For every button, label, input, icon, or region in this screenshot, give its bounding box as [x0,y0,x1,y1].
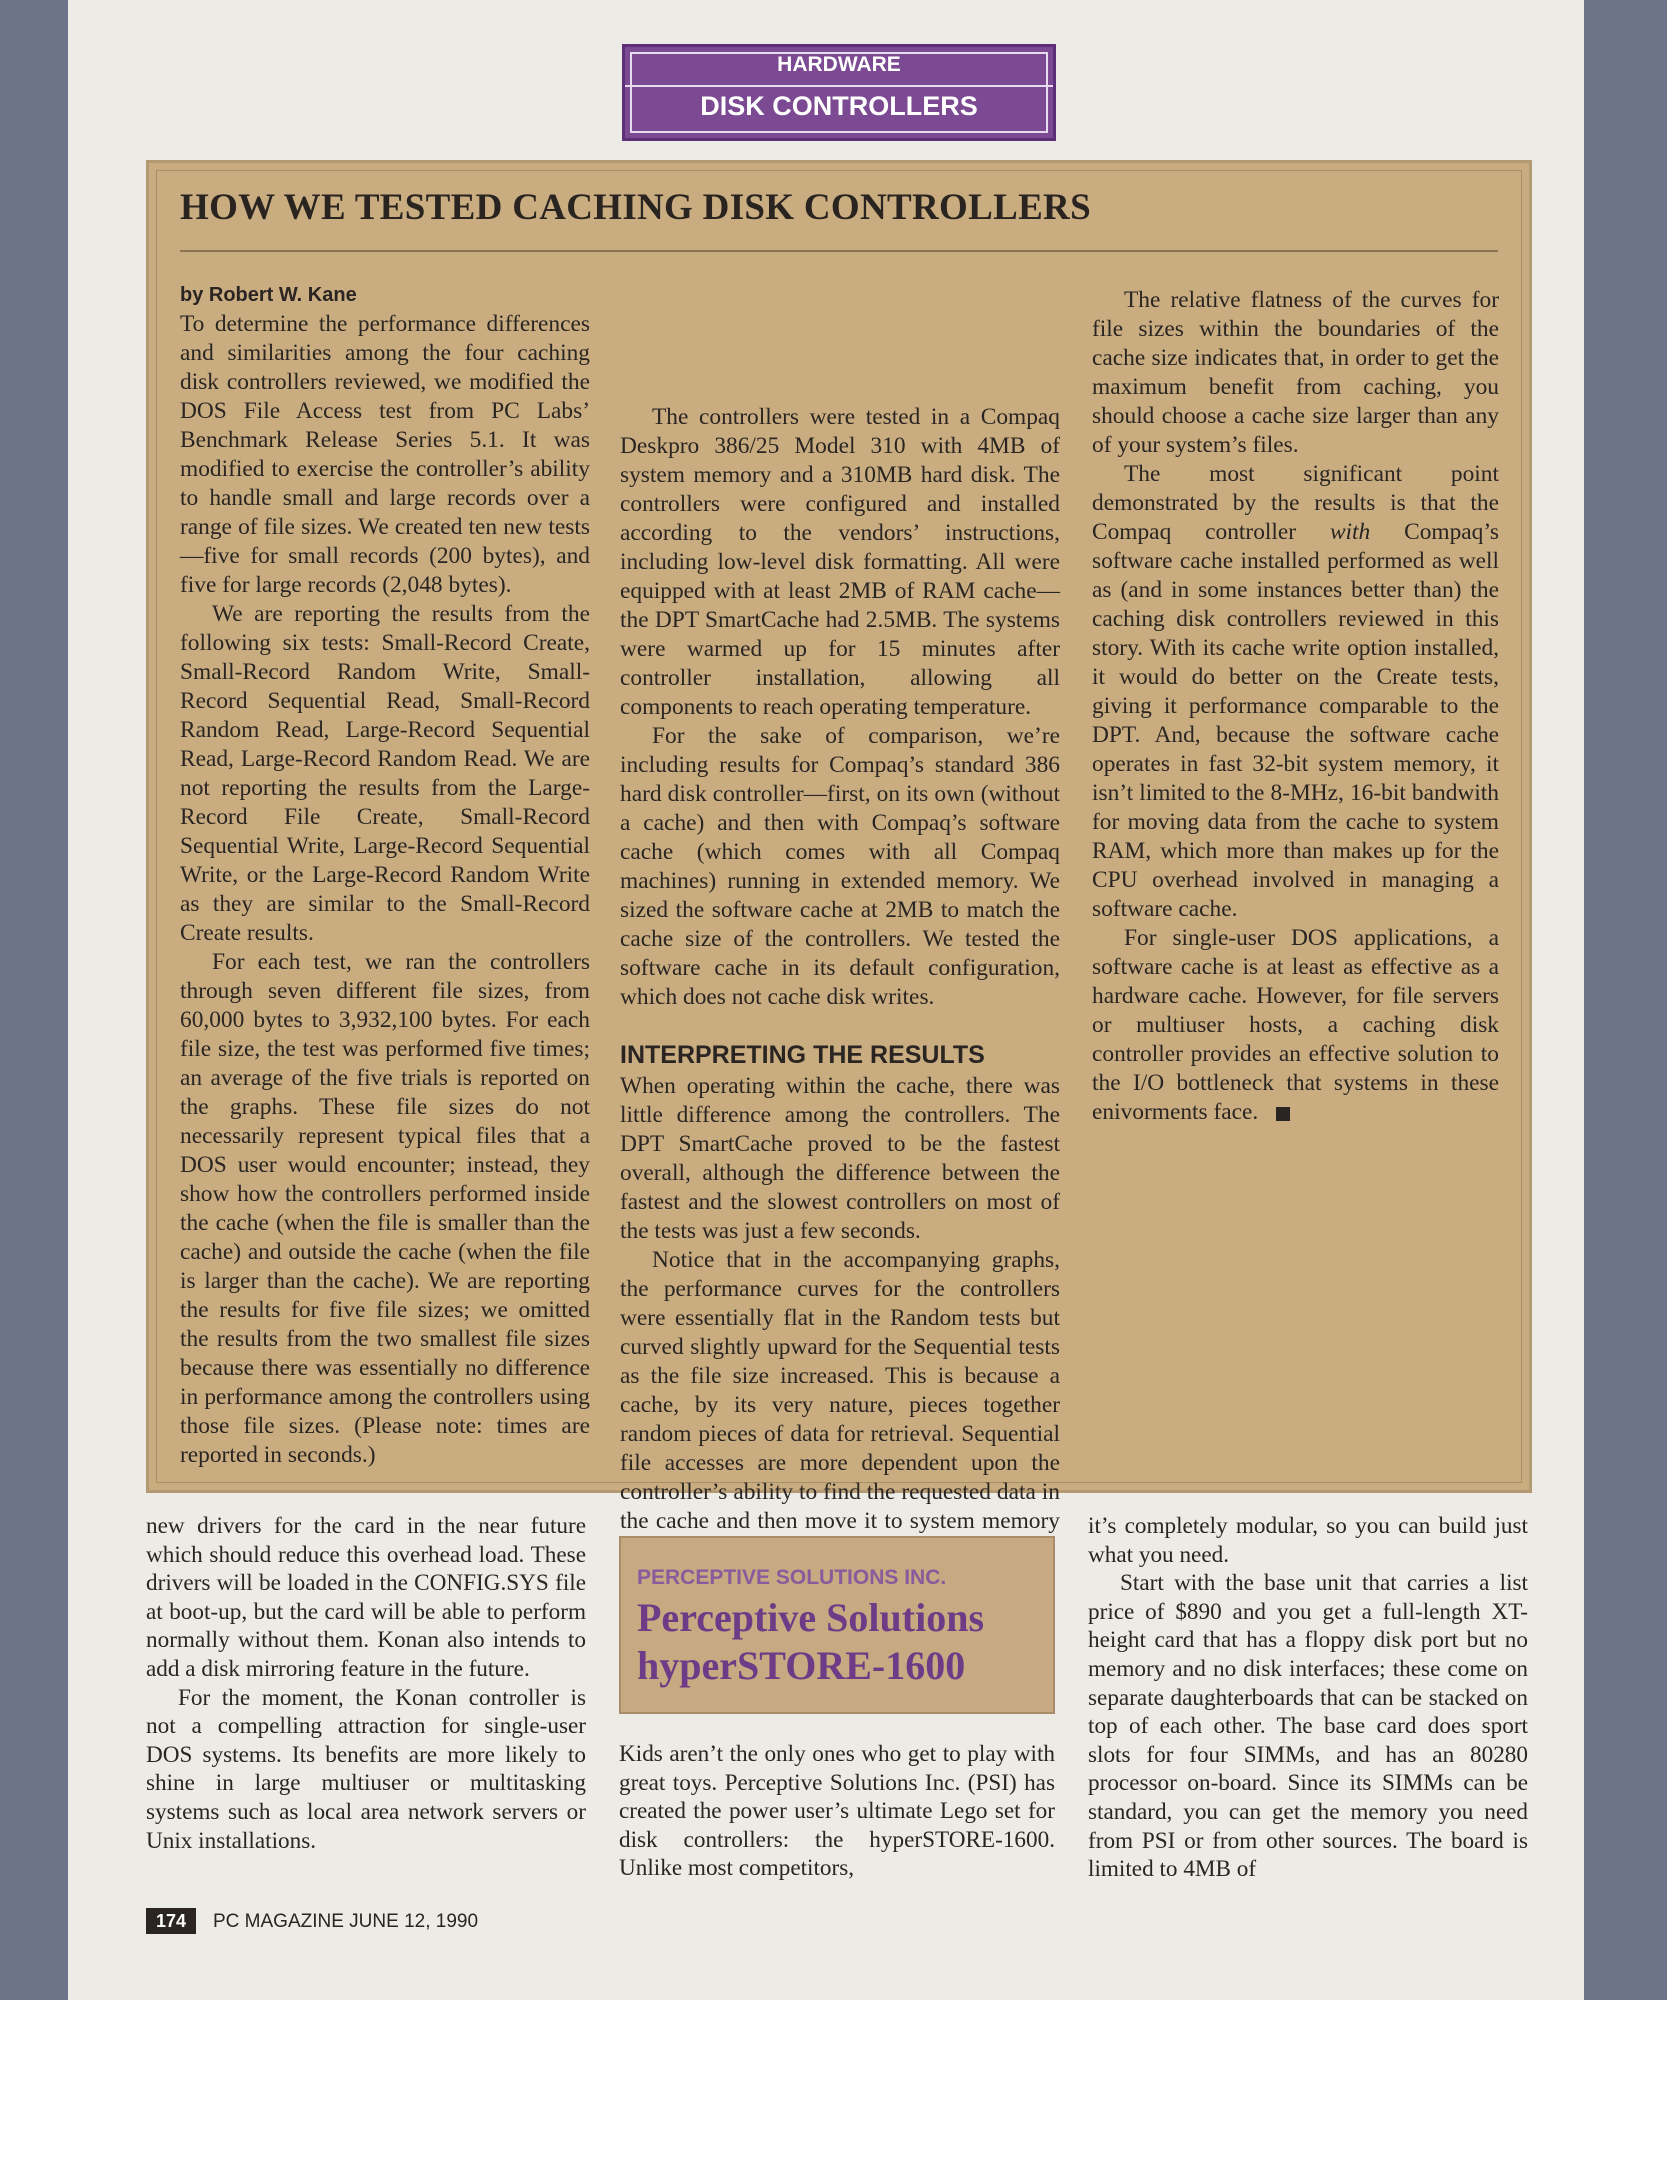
body-column-2 [619,1740,1055,1883]
section-header [622,44,1056,141]
sidebar-paragraph: The relative flatness of the curves for file sizes within the boundaries of the cache size indicates that, in order to get the maximum benefit from caching, you should choose a cache size larger than any of your system’s files. [1092,287,1499,458]
sidebar-paragraph-start: The most significant point demonstrated by the results is that the Compaq controller [1092,461,1499,545]
sidebar-paragraph: When operating within the cache, there was little difference among the controllers. The DPT SmartCache proved to be the fastest overall, although the difference between the fastest and the slowest controllers on most of the tests was just a few seconds. [620,1073,1060,1244]
emphasis-with: with [1329,519,1371,545]
product-box [619,1536,1055,1714]
sidebar-paragraph: The controllers were tested in a Compaq Deskpro 386/25 Model 310 with 4MB of system memory and a 310MB hard disk. The controllers were configured and installed according to the vendors’ instructions, including low-level disk formatting. All were equipped with at least 2MB of RAM cache—the DPT SmartCache had 2.5MB. The systems were warmed up for 15 minutes after controller installation, allowing all components to reach operating temperature. [620,404,1060,720]
sidebar-paragraph: For the sake of comparison, we’re including results for Compaq’s standard 386 hard disk controller—first, on its own (without a cache) and then with Compaq’s software cache (which comes with all Compaq machines) running in extended memory. We sized the software cache at 2MB to match the cache size of the controllers. We tested the software cache in its default configuration, which does not cache disk writes. [620,723,1060,1010]
sidebar-paragraph [1092,460,1499,924]
product-vendor: PERCEPTIVE SOLUTIONS INC. [637,1566,947,1589]
background-left [0,0,68,2000]
sidebar-column-2-content [620,286,1060,1534]
end-mark [1276,1107,1290,1121]
page-number: 174 [146,1908,196,1934]
body-paragraph: Kids aren’t the only ones who get to play with great toys. Perceptive Solutions Inc. (PSI) has created the power user’s ultimate Lego set for disk controllers: the hyperSTORE-1600. Unlike most competitors, [619,1741,1055,1882]
sidebar-paragraph: For each test, we ran the controllers through seven different file sizes, from 60,000 bytes to 3,932,100 bytes. For each file size, the test was performed five times; an average of the five trials is reported on the graphs. These file sizes do not necessarily represent typical files that a DOS user would encounter; instead, they show how the controllers performed inside the cache (when the file is smaller than the cache) and outside the cache (when the file is larger than the cache). We are reporting the results for five file sizes; we omitted the results from the two smallest file sizes because there was essentially no difference in performance among the controllers using those file sizes. (Please note: times are reported in seconds.) [180,949,590,1468]
sidebar-paragraph-rest: Compaq’s software cache installed performed as well as (and in some instances better than) the caching disk controllers reviewed in this story. With its cache write option installed, it would do better on the Create tests, giving it performance comparable to the DPT. And, because the software cache operates in fast 32-bit system memory, it isn’t limited to the 8-MHz, 16-bit bandwith for moving data from the cache to system RAM, which more than makes up for the CPU overhead involved in managing a software cache. [1092,519,1499,922]
sidebar-paragraph [1092,924,1499,1127]
section-category: HARDWARE [777,53,901,76]
body-column-3 [1088,1512,1528,1884]
sidebar-final-text: For single-user DOS applications, a software cache is at least as effective as a hardware cache. However, for file servers or multiuser hosts, a caching disk controller provides an effective solution to the I/O bottleneck that systems in these enivorments face. [1092,925,1499,1125]
body-paragraph: it’s completely modular, so you can build just what you need. [1088,1513,1528,1568]
sidebar-paragraph: To determine the performance differences and similarities among the four caching disk controllers reviewed, we modified the DOS File Access test from PC Labs’ Benchmark Release Series 5.1. It was modified to exercise the controller’s ability to handle small and large records over a range of file sizes. We created ten new tests—five for small records (200 bytes), and five for large records (2,048 bytes). [180,311,590,598]
sidebar-paragraph: Notice that in the accompanying graphs, the performance curves for the controllers were essentially flat in the Random tests but curved slightly upward for the Sequential tests as the file size increased. This is because a cache, by its very nature, pieces together random pieces of data for retrieval. Sequential file accesses are more dependent upon the controller’s ability to find the requested data in the cache and then move it to system memory [620,1247,1060,1534]
section-subcategory: DISK CONTROLLERS [700,91,978,121]
publication-footer: PC MAGAZINE JUNE 12, 1990 [213,1911,479,1932]
product-name: Perceptive Solutions hyperSTORE-1600 [637,1595,985,1688]
body-paragraph: Start with the base unit that carries a list price of $890 and you get a full-length XT-height card that has a floppy disk port but no memory and no disk interfaces; these come on separate daughterboards that can be stacked on top of each other. The base card does sport slots for four SIMMs, and has an 80280 processor on-board. Since its SIMMs can be standard, you can get the memory you need from PSI or from other sources. The board is limited to 4MB of [1088,1570,1528,1883]
background-right [1584,0,1667,2000]
sidebar-column-3 [1092,286,1499,1127]
title-rule [180,250,1498,252]
sidebar-title: HOW WE TESTED CACHING DISK CONTROLLERS [180,187,1091,228]
section-header-divider [625,85,1053,87]
body-paragraph: new drivers for the card in the near future which should reduce this overhead load. These drivers will be loaded in the CONFIG.SYS file at boot-up, but the card will be able to perform normally without them. Konan also intends to add a disk mirroring feature in the future. [146,1513,586,1682]
body-paragraph: For the moment, the Konan controller is not a compelling attraction for single-user DOS systems. Its benefits are more likely to shine in large multiuser or multitasking systems such as local area network servers or Unix installations. [146,1684,586,1854]
body-column-1 [146,1512,586,1855]
sidebar-subhead: INTERPRETING THE RESULTS [620,1041,985,1069]
sidebar-paragraph: We are reporting the results from the following six tests: Small-Record Create, Small-Record Random Write, Small-Record Sequential Read, Small-Record Random Read, Large-Record Sequential Read, Large-Record Random Read. We are not reporting the results from the Large-Record File Create, Small-Record Sequential Write, Large-Record Sequential Write, or the Large-Record Random Write as they are similar to the Small-Record Create results. [180,601,590,946]
byline: by Robert W. Kane [180,284,357,306]
sidebar-column-1 [180,282,590,1470]
